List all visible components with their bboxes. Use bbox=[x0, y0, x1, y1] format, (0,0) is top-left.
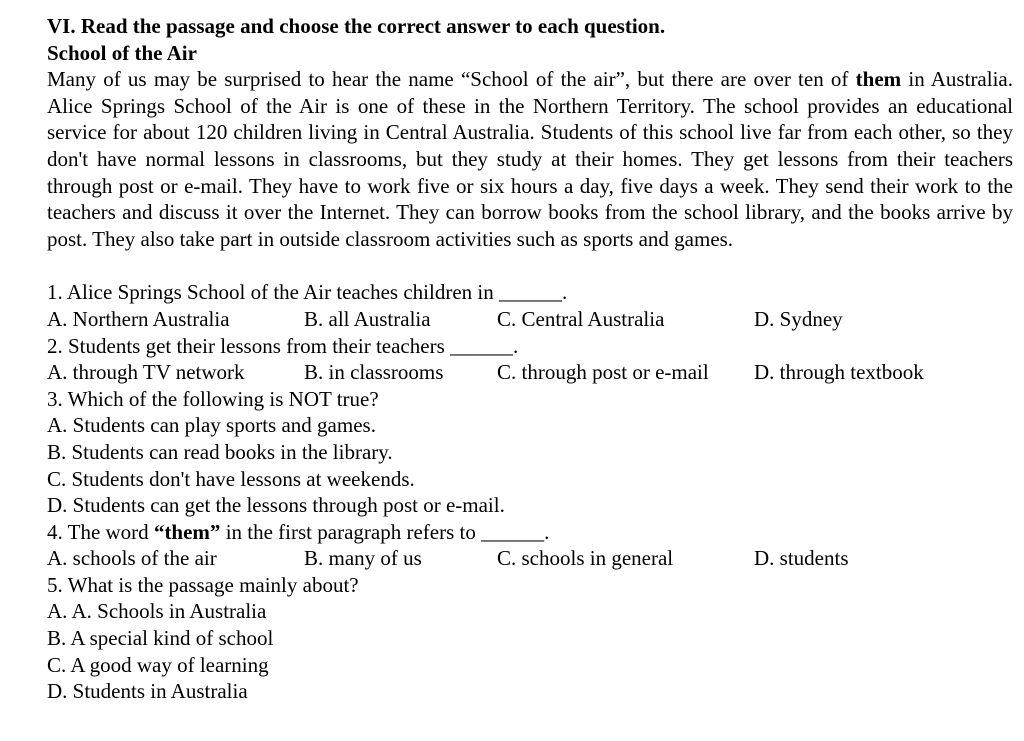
passage-text-rest: in Australia. Alice Springs School of the Air is one of these in the Northern Territory. The school provides an educational service for about 120 children living in Central Australia. Students of this school live far from each other, so they don't have normal lessons in classrooms, but they study at their homes. They get lessons from their teachers through post or e-mail. They have to work five or six hours a day, five days a week. They send their work to the teachers and discuss it over the Internet. They can borrow books from the school library, and the books arrive by post. They also take part in outside classroom activities such as sports and games. bbox=[47, 67, 1013, 251]
passage-text-start: Many of us may be surprised to hear the name “School of the air”, but there are over ten of bbox=[47, 67, 856, 92]
question-2-option-b[interactable]: B. in classrooms bbox=[304, 360, 444, 385]
question-4-stem-end: in the first paragraph refers to ______. bbox=[220, 519, 550, 544]
question-1-option-a[interactable]: A. Northern Australia bbox=[47, 306, 230, 331]
question-5-stem: 5. What is the passage mainly about? bbox=[47, 572, 359, 597]
reading-passage bbox=[47, 66, 1013, 252]
question-1-option-c[interactable]: C. Central Australia bbox=[497, 306, 665, 331]
question-3-option-b[interactable]: B. Students can read books in the library. bbox=[47, 439, 393, 464]
question-4-options bbox=[47, 545, 1015, 572]
question-4-option-a[interactable]: A. schools of the air bbox=[47, 546, 217, 571]
question-5-option-b[interactable]: B. A special kind of school bbox=[47, 626, 274, 651]
question-1-stem: 1. Alice Springs School of the Air teaches children in ______. bbox=[47, 280, 568, 305]
question-3-option-d[interactable]: D. Students can get the lessons through post or e-mail. bbox=[47, 493, 505, 518]
question-4-quoted-word: “them” bbox=[153, 519, 221, 544]
passage-title: School of the Air bbox=[47, 40, 197, 65]
question-1-options bbox=[47, 306, 1015, 333]
question-5-option-d[interactable]: D. Students in Australia bbox=[47, 679, 248, 704]
question-2-options bbox=[47, 359, 1015, 386]
passage-bold-word: them bbox=[855, 67, 902, 92]
question-2-option-a[interactable]: A. through TV network bbox=[47, 360, 245, 385]
question-4-stem bbox=[47, 519, 1015, 546]
question-2-option-d[interactable]: D. through textbook bbox=[754, 360, 924, 385]
question-5-option-a[interactable]: A. A. Schools in Australia bbox=[47, 599, 267, 624]
question-2-option-c[interactable]: C. through post or e-mail bbox=[497, 360, 709, 385]
question-1-option-b[interactable]: B. all Australia bbox=[304, 306, 431, 331]
question-1-option-d[interactable]: D. Sydney bbox=[754, 306, 843, 331]
question-5-option-c[interactable]: C. A good way of learning bbox=[47, 652, 269, 677]
section-heading: VI. Read the passage and choose the correct answer to each question. bbox=[47, 14, 666, 38]
question-2-stem: 2. Students get their lessons from their teachers ______. bbox=[47, 333, 519, 358]
question-4-stem-start: 4. The word bbox=[47, 519, 154, 544]
question-4-option-d[interactable]: D. students bbox=[754, 546, 849, 571]
question-4-option-b[interactable]: B. many of us bbox=[304, 546, 422, 571]
question-3-stem: 3. Which of the following is NOT true? bbox=[47, 386, 379, 411]
question-3-option-c[interactable]: C. Students don't have lessons at weekends. bbox=[47, 466, 415, 491]
worksheet-page bbox=[47, 13, 1015, 705]
question-3-option-a[interactable]: A. Students can play sports and games. bbox=[47, 413, 376, 438]
section-spacer bbox=[47, 252, 1015, 279]
question-4-option-c[interactable]: C. schools in general bbox=[497, 546, 674, 571]
